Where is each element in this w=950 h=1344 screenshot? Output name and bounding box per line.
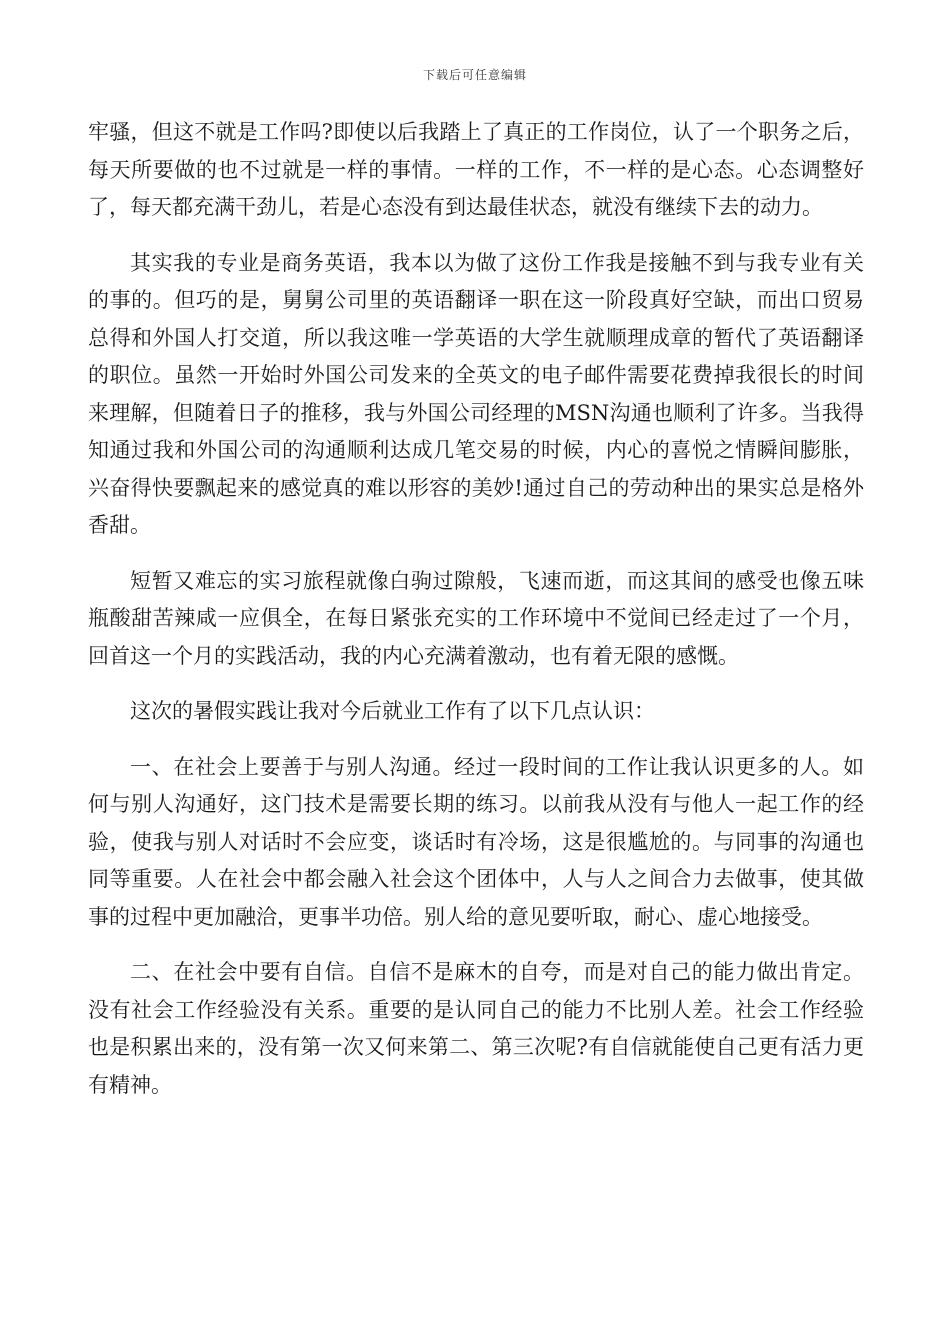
paragraph-internship-reflection: 短暂又难忘的实习旅程就像白驹过隙般，飞速而逝，而这其间的感受也像五味瓶酸甜苦辣咸一应俱全，在每日紧张充实的工作环境中不觉间已经走过了一个月，回首这一个月的实践活动，我的内心充满着激动，也有着无限的感慨。: [88, 568, 864, 668]
paragraph-continuation: 牢骚，但这不就是工作吗?即使以后我踏上了真正的工作岗位，认了一个职务之后，每天所要做的也不过就是一样的事情。一样的工作，不一样的是心态。心态调整好了，每天都充满干劲儿，若是心态没有到达最佳状态，就没有继续下去的动力。: [88, 120, 864, 219]
paragraph-point-two-confidence: 二、在社会中要有自信。自信不是麻木的自夸，而是对自己的能力做出肯定。没有社会工作经验没有关系。重要的是认同自己的能力不比别人差。社会工作经验也是积累出来的，没有第一次又何来第二、第三次呢?有自信就能使自己更有活力更有精神。: [88, 960, 864, 1097]
paragraph-insights-intro: 这次的暑假实践让我对今后就业工作有了以下几点认识：: [130, 699, 655, 723]
document-body: [88, 114, 864, 1122]
paragraph-point-one-communication: 一、在社会上要善于与别人沟通。经过一段时间的工作让我认识更多的人。如何与别人沟通好，这门技术是需要长期的练习。以前我从没有与他人一起工作的经验，使我与别人对话时不会应变，谈话时有冷场，这是很尴尬的。与同事的沟通也同等重要。人在社会中都会融入社会这个团体中，人与人之间合力去做事，使其做事的过程中更加融洽，更事半功倍。别人给的意见要听取，耐心、虚心地接受。: [88, 754, 864, 929]
paragraph-major-english: 其实我的专业是商务英语，我本以为做了这份工作我是接触不到与我专业有关的事的。但巧的是，舅舅公司里的英语翻译一职在这一阶段真好空缺，而出口贸易总得和外国人打交道，所以我这唯一学英语的大学生就顺理成章的暂代了英语翻译的职位。虽然一开始时外国公司发来的全英文的电子邮件需要花费掉我很长的时间来理解，但随着日子的推移，我与外国公司经理的MSN沟通也顺利了许多。当我得知通过我和外国公司的沟通顺利达成几笔交易的时候，内心的喜悦之情瞬间膨胀，兴奋得快要飘起来的感觉真的难以形容的美妙!通过自己的劳动种出的果实总是格外香甜。: [88, 250, 864, 537]
page-header-note: 下载后可任意编辑: [422, 68, 527, 82]
